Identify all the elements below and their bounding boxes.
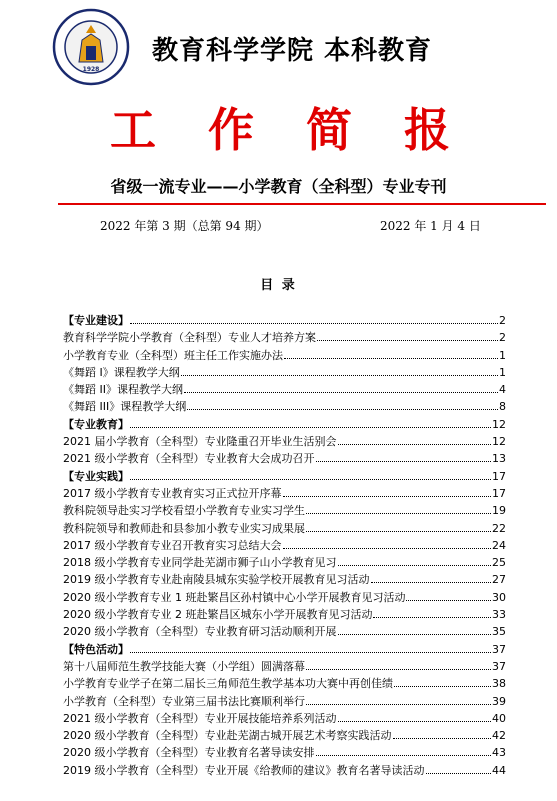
issue-number: 2022 年第 3 期（总第 94 期） [100,219,269,233]
toc-page-number: 40 [492,711,506,725]
toc-leader-dots [130,427,491,428]
toc-entry-title: 2020 级小学教育专业 1 班赴繁昌区孙村镇中心小学开展教育见习活动 [63,590,406,604]
toc-entry-title: 2021 级小学教育（全科型）专业教育大会成功召开 [63,452,315,466]
school-name: 教育科学学院 本科教育 [152,36,433,66]
toc-entry-title: 小学教育（全科型）专业第三届书法比赛顺利举行 [63,694,305,708]
university-logo [52,8,130,86]
svg-text:1928: 1928 [82,66,100,73]
toc-entry-row[interactable] [63,571,506,588]
toc-entry-title: 2019 级小学教育（全科型）专业开展《给教师的建议》教育名著导读活动 [63,763,425,777]
toc-leader-dots [283,548,492,549]
toc-entry-row[interactable] [63,398,506,415]
table-of-contents [63,312,506,779]
toc-section-title: 【专业实践】 [63,469,129,483]
toc-leader-dots [306,669,491,670]
toc-entry-title: 2021 级小学教育（全科型）专业开展技能培养系列活动 [63,711,337,725]
toc-entry-title: 教科院领导和教师赴和县参加小教专业实习成果展 [63,521,305,535]
toc-page-number: 19 [492,504,506,518]
red-divider [58,203,546,205]
toc-entry-row[interactable] [63,744,506,761]
toc-entry-title: 教科院领导赴实习学校看望小学教育专业实习学生 [63,504,305,518]
bulletin-title [110,94,450,160]
title-char: 报 [404,103,450,157]
toc-leader-dots [338,565,492,566]
toc-entry-row[interactable] [63,554,506,571]
toc-entry-row[interactable] [63,433,506,450]
toc-page-number: 35 [492,625,506,639]
toc-entry-row[interactable] [63,693,506,710]
toc-entry-row[interactable] [63,762,506,779]
toc-leader-dots [338,721,492,722]
toc-leader-dots [338,634,492,635]
toc-entry-title: 小学教育专业（全科型）班主任工作实施办法 [63,348,283,362]
toc-page-number: 22 [492,521,506,535]
toc-section-title: 【专业教育】 [63,417,129,431]
toc-entry-row[interactable] [63,329,506,346]
toc-section-title: 【专业建设】 [63,314,129,327]
toc-page-number: 1 [499,365,506,379]
toc-entry-row[interactable] [63,589,506,606]
toc-entry-row[interactable] [63,623,506,640]
toc-entry-row[interactable] [63,537,506,554]
toc-page-number: 13 [492,452,506,466]
toc-entry-title: 2020 级小学教育（全科型）专业教育研习活动顺利开展 [63,625,337,639]
toc-leader-dots [338,444,492,445]
toc-page-number: 17 [492,486,506,500]
toc-page-number: 1 [499,348,506,362]
toc-entry-title: 2017 级小学教育专业召开教育实习总结大会 [63,538,282,552]
toc-leader-dots [316,461,492,462]
title-char: 工 [110,103,156,157]
toc-entry-title: 第十八届师范生教学技能大赛（小学组）圆满落幕 [63,659,305,673]
toc-leader-dots [181,375,498,376]
toc-leader-dots [426,773,492,774]
toc-entry-title: 教育科学学院小学教育（全科型）专业人才培养方案 [63,331,316,345]
toc-entry-row[interactable] [63,727,506,744]
toc-page-number: 43 [492,746,506,760]
toc-page-number: 33 [492,608,506,622]
toc-leader-dots [317,340,498,341]
toc-page-number: 25 [492,556,506,570]
toc-page-number: 37 [492,642,506,656]
toc-page-number: 42 [492,729,506,743]
toc-leader-dots [406,600,491,601]
toc-leader-dots [306,531,491,532]
toc-page-number: 38 [492,677,506,691]
toc-leader-dots [394,686,491,687]
toc-page-number: 30 [492,590,506,604]
toc-page-number: 2 [499,314,506,327]
toc-section-row[interactable] [63,416,506,433]
toc-entry-title: 《舞蹈 III》课程教学大纲 [63,400,187,414]
toc-leader-dots [130,652,491,653]
toc-leader-dots [187,409,498,410]
toc-leader-dots [373,617,491,618]
special-issue-subtitle: 省级一流专业——小学教育（全科型）专业专刊 [110,177,447,196]
toc-leader-dots [130,479,491,480]
toc-entry-row[interactable] [63,364,506,381]
toc-section-row[interactable] [63,468,506,485]
toc-entry-row[interactable] [63,675,506,692]
toc-entry-title: 《舞蹈 I》课程教学大纲 [63,365,180,379]
toc-page-number: 37 [492,659,506,673]
toc-entry-row[interactable] [63,520,506,537]
toc-section-row[interactable] [63,641,506,658]
toc-entry-title: 2021 届小学教育（全科型）专业隆重召开毕业生活别会 [63,435,337,449]
toc-entry-title: 2018 级小学教育专业同学赴芜湖市狮子山小学教育见习 [63,556,337,570]
toc-section-row[interactable] [63,312,506,329]
toc-entry-title: 《舞蹈 II》课程教学大纲 [63,383,183,397]
toc-leader-dots [184,392,498,393]
toc-entry-title: 2020 级小学教育（全科型）专业教育名著导读安排 [63,746,315,760]
toc-page-number: 24 [492,538,506,552]
toc-page-number: 27 [492,573,506,587]
toc-entry-title: 2017 级小学教育专业教育实习正式拉开序幕 [63,486,282,500]
toc-page-number: 44 [492,763,506,777]
toc-leader-dots [371,582,492,583]
toc-leader-dots [283,496,492,497]
toc-entry-row[interactable] [63,606,506,623]
toc-leader-dots [393,738,492,739]
toc-page-number: 39 [492,694,506,708]
toc-page-number: 2 [499,331,506,345]
title-char: 简 [306,103,352,157]
toc-leader-dots [306,513,491,514]
toc-leader-dots [306,704,491,705]
toc-entry-row[interactable] [63,450,506,467]
toc-leader-dots [316,755,492,756]
toc-entry-row[interactable] [63,347,506,364]
toc-section-title: 【特色活动】 [63,642,129,656]
toc-page-number: 8 [499,400,506,414]
toc-page-number: 17 [492,469,506,483]
toc-entry-row[interactable] [63,381,506,398]
toc-page-number: 12 [492,417,506,431]
issue-date: 2022 年 1 月 4 日 [380,219,481,233]
toc-heading: 目 录 [260,278,297,293]
toc-leader-dots [130,323,498,324]
toc-page-number: 4 [499,383,506,397]
toc-entry-title: 2020 级小学教育（全科型）专业赴芜湖古城开展艺术考察实践活动 [63,729,392,743]
title-char: 作 [208,103,254,157]
toc-leader-dots [284,358,498,359]
toc-page-number: 12 [492,435,506,449]
toc-entry-row[interactable] [63,485,506,502]
toc-entry-row[interactable] [63,658,506,675]
toc-entry-row[interactable] [63,710,506,727]
toc-entry-title: 2020 级小学教育专业 2 班赴繁昌区城东小学开展教育见习活动 [63,608,373,622]
toc-entry-title: 小学教育专业学子在第二届长三角师范生教学基本功大赛中再创佳绩 [63,677,393,691]
toc-entry-title: 2019 级小学教育专业赴南陵县城东实验学校开展教育见习活动 [63,573,370,587]
toc-entry-row[interactable] [63,502,506,519]
